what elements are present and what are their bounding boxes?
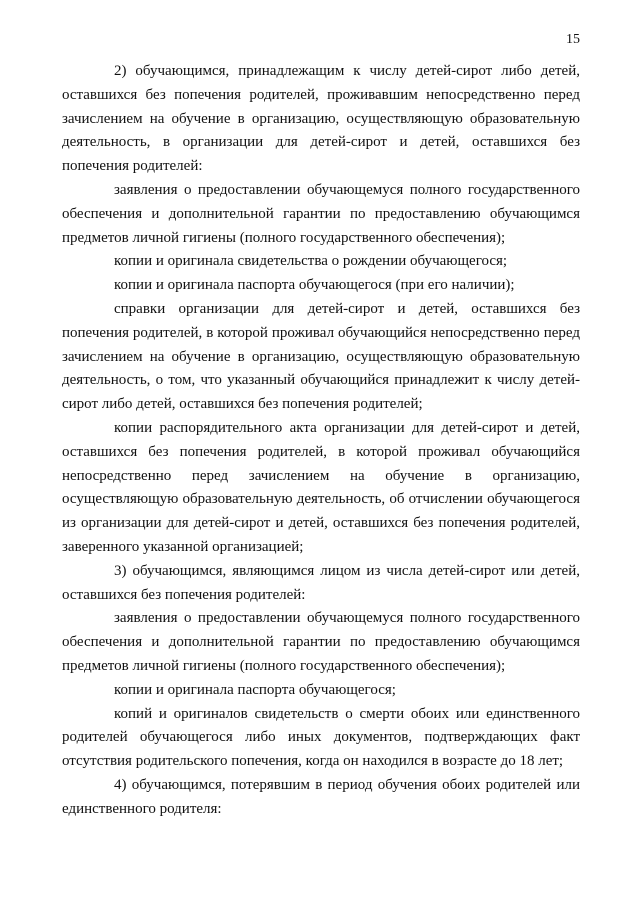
document-body [62,60,580,822]
paragraph-passport-if-available: копии и оригинала паспорта обучающегося (при его наличии); [114,277,515,294]
page-number: 15 [566,32,580,47]
paragraph-birth-certificate: копии и оригинала свидетельства о рождении обучающегося; [114,253,508,270]
paragraph-application-full-support-2: заявления о предоставлении обучающемуся полного государственного обеспечения и дополнительной гарантии по предоставлению обучающимся предметов личной гигиены (полного государственного обеспечения); [62,610,580,674]
paragraph-item-3-former-orphans: 3) обучающимся, являющимся лицом из числа детей-сирот или детей, оставшихся без попечения родителей: [62,562,580,603]
paragraph-orphanage-certificate: справки организации для детей-сирот и детей, оставшихся без попечения родителей, в которой проживал обучающийся непосредственно перед зачислением на обучение в организацию, осуществляющую образовательную деятельность, о том, что указанный обучающийся принадлежит к числу детей-сирот либо детей, оставшихся без попечения родителей; [62,300,580,413]
paragraph-application-full-support: заявления о предоставлении обучающемуся полного государственного обеспечения и дополнительной гарантии по предоставлению обучающимся предметов личной гигиены (полного государственного обеспечения); [62,181,580,246]
paragraph-item-4-lost-parents: 4) обучающимся, потерявшим в период обучения обоих родителей или единственного родителя: [62,776,580,817]
paragraph-expulsion-order: копии распорядительного акта организации для детей-сирот и детей, оставшихся без попечения родителей, в которой проживал обучающийся непосредственно перед зачислением на обучение в организацию, осуществляющую образовательную деятельность, об отчислении обучающегося из организации для детей-сирот и детей, оставшихся без попечения родителей, заверенного указанной организацией; [62,419,580,555]
paragraph-death-certificates: копий и оригиналов свидетельств о смерти обоих или единственного родителей обучающегося либо иных документов, подтверждающих факт отсутствия родительского попечения, когда он находился в возрасте до 18 лет; [62,705,580,770]
paragraph-passport: копии и оригинала паспорта обучающегося; [114,681,396,698]
paragraph-item-2-orphans-in-institutions: 2) обучающимся, принадлежащим к числу детей-сирот либо детей, оставшихся без попечения родителей, проживавшим непосредственно перед зачислением на обучение в организацию, осуществляющую образовательную деятельность, в организации для детей-сирот и детей, оставшихся без попечения родителей: [62,63,580,175]
